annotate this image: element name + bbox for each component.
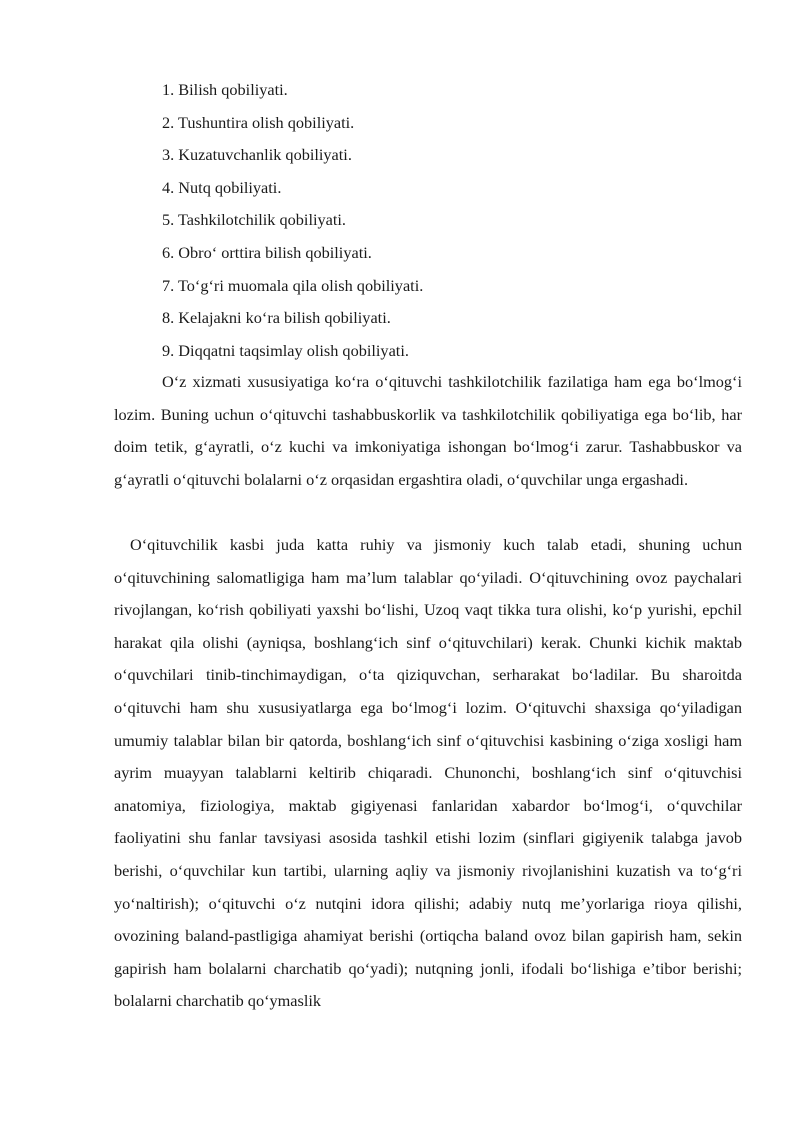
list-item: 3. Kuzatuvchanlik qobiliyati. [162, 145, 352, 165]
list-item: 2. Tushuntira olish qobiliyati. [162, 112, 355, 132]
list-item: 6. Obro‘ orttira bilish qobiliyati. [162, 242, 372, 262]
list-item: 5. Tashkilotchilik qobiliyati. [162, 210, 346, 230]
list-item: 4. Nutq qobiliyati. [162, 177, 282, 197]
list-item: 8. Kelajakni ko‘ra bilish qobiliyati. [162, 308, 391, 328]
paragraph-organizational-qualities: O‘z xizmati xususiyatiga ko‘ra o‘qituvchi tashkilotchilik fazilatiga ham ega bo‘lmog‘i lozim. Buning uchun o‘qituvchi tashabbuskorlik va tashkilotchilik qobiliyatiga ega bo‘lib, har doim tetik, g‘ayratli, o‘z kuchi va imkoniyatiga ishongan bo‘lmog‘i zarur. Tashabbuskor va g‘ayratli o‘qituvchi bolalarni o‘z orqasidan ergashtira oladi, o‘quvchilar unga ergashadi. [114, 372, 742, 489]
abilities-list [162, 74, 423, 367]
list-item: 7. To‘g‘ri muomala qila olish qobiliyati. [162, 275, 424, 295]
list-item: 1. Bilish qobiliyati. [162, 80, 288, 99]
list-item: 9. Diqqatni taqsimlay olish qobiliyati. [162, 340, 409, 360]
paragraph-physical-requirements: O‘qituvchilik kasbi juda katta ruhiy va jismoniy kuch talab etadi, shuning uchun o‘qituvchining salomatligiga ham ma’lum talablar qo‘yiladi. O‘qituvchining ovoz paychalari rivojlangan, ko‘rish qobiliyati yaxshi bo‘lishi, Uzoq vaqt tikka tura olishi, ko‘p yurishi, epchil harakat qila olishi (ayniqsa, boshlang‘ich sinf o‘qituvchilari) kerak. Chunki kichik maktab o‘quvchilari tinib-tinchimaydigan, o‘ta qiziquvchan, serharakat bo‘ladilar. Bu sharoitda o‘qituvchi ham shu xususiyatlarga ega bo‘lmog‘i lozim. O‘qituvchi shaxsiga qo‘yiladigan umumiy talablar bilan bir qatorda, boshlang‘ich sinf o‘qituvchisi kasbining o‘ziga xosligi ham ayrim muayyan talablarni keltirib chiqaradi. Chunonchi, boshlang‘ich sinf o‘qituvchisi anatomiya, fiziologiya, maktab gigiyenasi fanlaridan xabardor bo‘lmog‘i, o‘quvchilar faoliyatini shu fanlar tavsiyasi asosida tashkil etishi lozim (sinflari gigiyenik talabga javob berishi, o‘quvchilar kun tartibi, ularning aqliy va jismoniy rivojlanishini kuzatish va to‘g‘ri yo‘naltirish); o‘qituvchi o‘z nutqini idora qilishi; adabiy nutq me’yorlariga rioya qilishi, ovozining baland-pastligiga ahamiyat berishi (ortiqcha baland ovoz bilan gapirish ham, sekin gapirish ham bolalarni charchatib qo‘yadi); nutqning jonli, ifodali bo‘lishiga e’tibor berishi; bolalarni charchatib qo‘ymaslik [114, 535, 742, 1011]
